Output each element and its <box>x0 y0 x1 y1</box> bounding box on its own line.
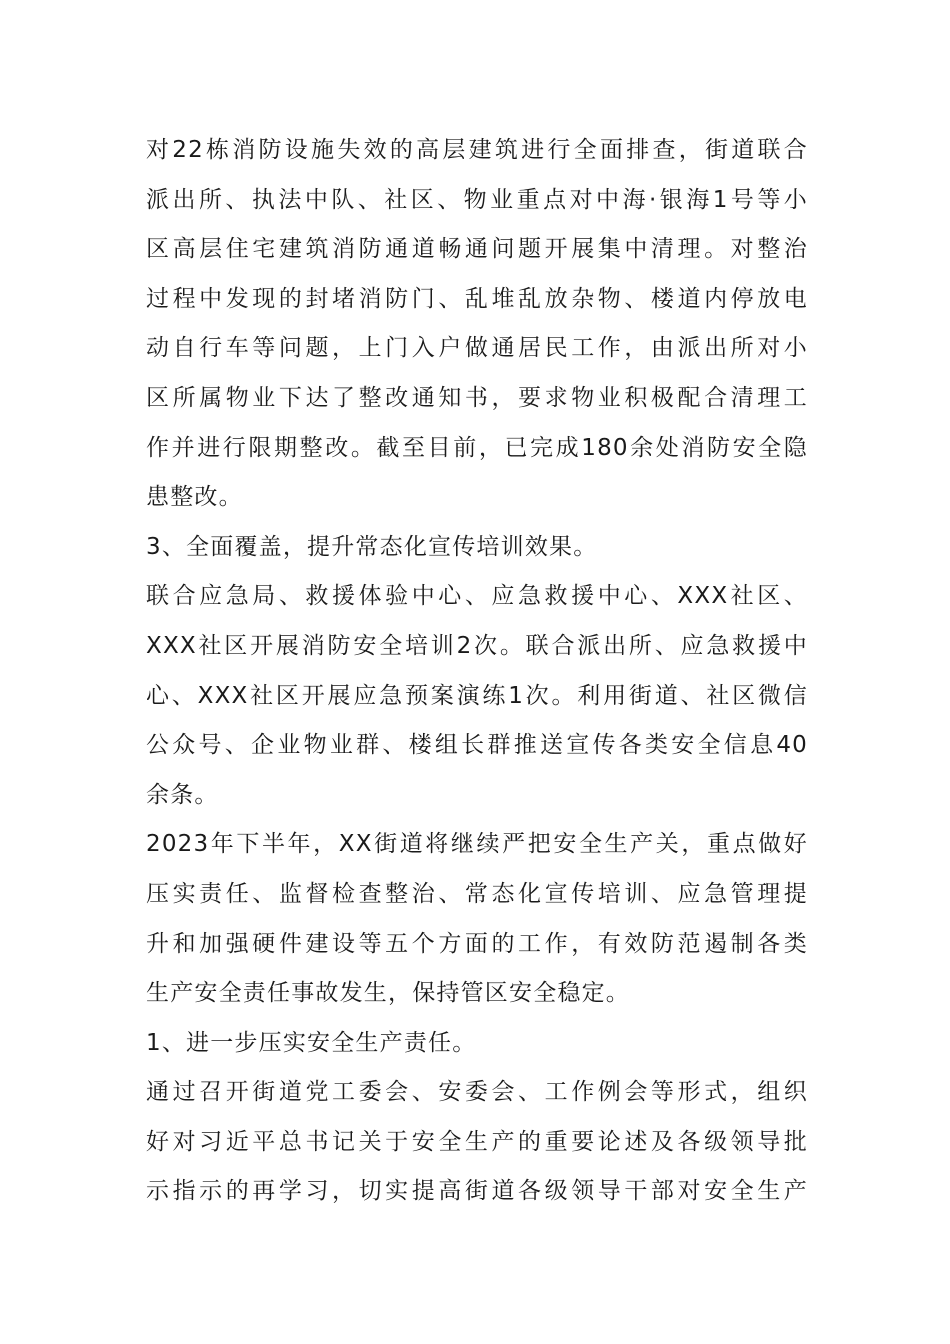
text-line: 心、XXX社区开展应急预案演练1次。利用街道、社区微信 <box>146 682 808 709</box>
text-line: 压实责任、监督检查整治、常态化宣传培训、应急管理提 <box>146 880 808 907</box>
text-line: 2023年下半年，XX街道将继续严把安全生产关，重点做好 <box>146 831 808 858</box>
text-line: 对22栋消防设施失效的高层建筑进行全面排查，街道联合 <box>146 137 808 163</box>
text-line: 区所属物业下达了整改通知书，要求物业积极配合清理工 <box>146 384 808 411</box>
text-line: 患整改。 <box>146 484 243 511</box>
text-line: 过程中发现的封堵消防门、乱堆乱放杂物、楼道内停放电 <box>146 285 808 312</box>
text-line: XXX社区开展消防安全培训2次。联合派出所、应急救援中 <box>146 632 808 659</box>
text-line: 公众号、企业物业群、楼组长群推送宣传各类安全信息40 <box>146 732 808 759</box>
text-line: 生产安全责任事故发生，保持管区安全稳定。 <box>146 980 630 1007</box>
text-line: 区高层住宅建筑消防通道畅通问题开展集中清理。对整治 <box>146 236 808 263</box>
text-line: 动自行车等问题，上门入户做通居民工作，由派出所对小 <box>146 335 808 362</box>
document-body <box>146 126 808 1217</box>
section-heading: 1、进一步压实安全生产责任。 <box>146 1029 477 1056</box>
text-line: 联合应急局、救援体验中心、应急救援中心、XXX社区、 <box>146 583 808 610</box>
text-line: 派出所、执法中队、社区、物业重点对中海·银海1号等小 <box>146 186 808 213</box>
text-line: 余条。 <box>146 781 219 808</box>
text-line: 好对习近平总书记关于安全生产的重要论述及各级领导批 <box>146 1128 808 1155</box>
section-heading: 3、全面覆盖，提升常态化宣传培训效果。 <box>146 533 598 560</box>
text-line: 升和加强硬件建设等五个方面的工作，有效防范遏制各类 <box>146 930 808 957</box>
text-line: 通过召开街道党工委会、安委会、工作例会等形式，组织 <box>146 1079 808 1106</box>
text-line: 示指示的再学习，切实提高街道各级领导干部对安全生产 <box>146 1178 808 1205</box>
text-line: 作并进行限期整改。截至目前，已完成180余处消防安全隐 <box>146 434 808 461</box>
